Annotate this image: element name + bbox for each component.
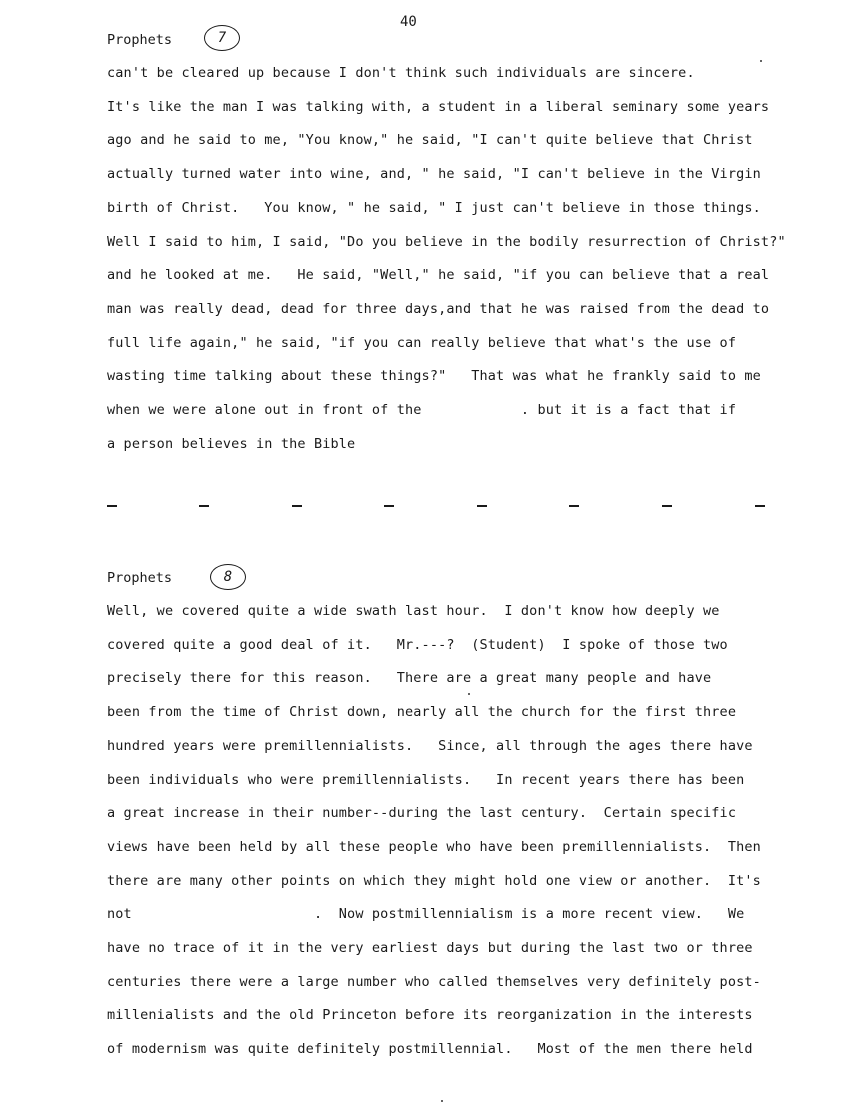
text-line: been from the time of Christ down, nearly all the church for the first three (107, 704, 737, 721)
text-line: there are many other points on which they might hold one view or another. It's (107, 872, 761, 889)
text-line: and he looked at me. He said, "Well," he said, "if you can believe that a real (107, 267, 770, 284)
text-line: not . Now postmillennialism is a more recent view. We (107, 906, 745, 923)
section-label: Prophets (107, 570, 173, 586)
section-header-7 (107, 32, 172, 48)
text-line: wasting time talking about these things?" That was what he frankly said to me (107, 368, 761, 385)
text-line: millenialists and the old Princeton before its reorganization in the interests (107, 1007, 753, 1024)
text-line: have no trace of it in the very earliest days but during the last two or three (107, 940, 753, 956)
text-line: hundred years were premillennialists. Since, all through the ages there have (107, 737, 753, 754)
text-line: birth of Christ. You know, " he said, " I just can't believe in those things. (107, 199, 761, 216)
text-line: centuries there were a large number who called themselves very definitely post- (107, 973, 761, 990)
text-line: Well I said to him, I said, "Do you believe in the bodily resurrection of Christ?" (107, 233, 786, 250)
text-line: views have been held by all these people who have been premillennialists. Then (107, 838, 761, 855)
section-header-8 (107, 570, 172, 586)
text-line: ago and he said to me, "You know," he said, "I can't quite believe that Christ (107, 132, 753, 149)
text-line: can't be cleared up because I don't think such individuals are sincere. (107, 65, 695, 81)
page-number: 40 (400, 14, 417, 30)
text-line: been individuals who were premillennialists. In recent years there has been (107, 771, 745, 788)
text-line: It's like the man I was talking with, a student in a liberal seminary some years (107, 98, 770, 115)
text-line: of modernism was quite definitely postmillennial. Most of the men there held (107, 1041, 753, 1058)
text-line: when we were alone out in front of the . but it is a fact that if (107, 402, 737, 418)
circled-number-8: 8 (210, 564, 246, 590)
text-line: covered quite a good deal of it. Mr.---? (Student) I spoke of those two (107, 636, 728, 653)
circled-number-7: 7 (204, 25, 240, 51)
text-line: full life again," he said, "if you can really believe that what's the use of (107, 334, 737, 351)
text-line: a person believes in the Bible (107, 435, 356, 452)
text-line: man was really dead, dead for three days,and that he was raised from the dead to (107, 300, 770, 317)
text-line: a great increase in their number--during the last century. Certain specific (107, 805, 737, 822)
text-line: Well, we covered quite a wide swath last hour. I don't know how deeply we (107, 603, 720, 619)
text-line: precisely there for this reason. There are a great many people and have (107, 670, 712, 687)
section-label: Prophets (107, 32, 173, 48)
text-line: actually turned water into wine, and, " he said, "I can't believe in the Virgin (107, 166, 761, 183)
